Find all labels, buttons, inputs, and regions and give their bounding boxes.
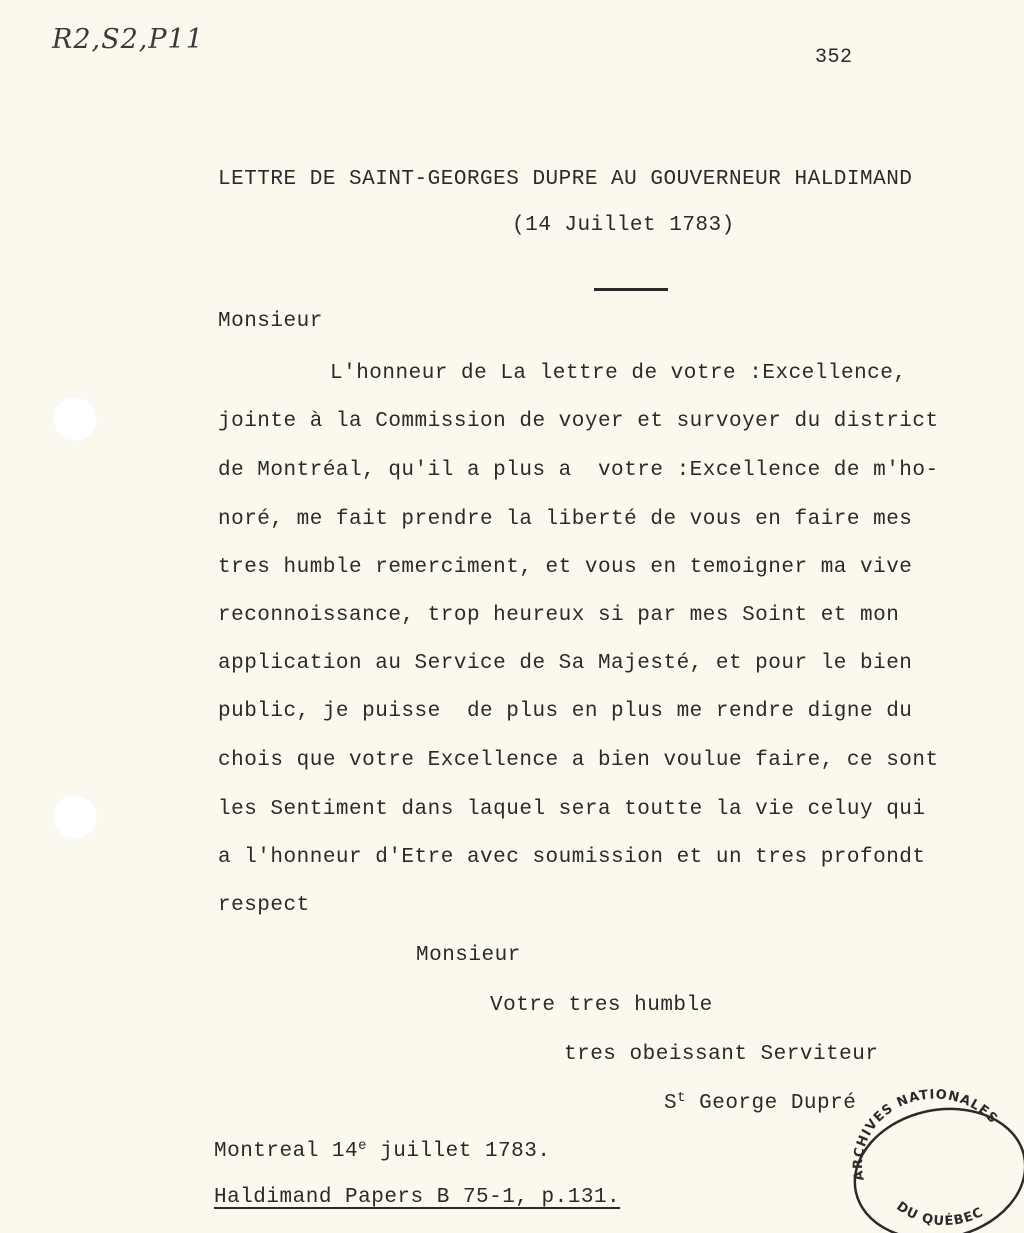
handwritten-annotation: R2,S2,P11 [52,24,204,55]
punch-hole [52,396,98,442]
body-line: respect [218,894,310,917]
body-line: a l'honneur d'Etre avec soumission et un tres profondt [218,846,926,869]
body-line: noré, me fait prendre la liberté de vous en faire mes [218,508,913,531]
stamp-bottom-text: DU QUÉBEC [893,1199,987,1230]
salutation: Monsieur [218,310,323,333]
place-date-prefix: Montreal 14 [214,1140,359,1163]
punch-hole [52,794,98,840]
body-line: chois que votre Excellence a bien voulue faire, ce sont [218,749,939,772]
signature [664,1092,856,1115]
closing-line: tres obeissant Serviteur [564,1043,879,1066]
source-reference: Haldimand Papers B 75-1, p.131. [214,1186,621,1209]
date-heading: (14 Juillet 1783) [512,214,735,237]
archives-stamp [836,1088,1024,1233]
body-line: L'honneur de La lettre de votre :Excellence, [330,362,907,385]
signature-name: George Dupré [686,1092,857,1115]
body-line: tres humble remerciment, et vous en temoigner ma vive [218,556,913,579]
place-date-suffix: juillet 1783. [367,1140,551,1163]
letter-title: LETTRE DE SAINT-GEORGES DUPRE AU GOUVERNEUR HALDIMAND [218,168,913,191]
place-date [214,1140,550,1163]
body-line: jointe à la Commission de voyer et survoyer du district [218,410,939,433]
stamp-top-text: ARCHIVES NATIONALES [851,1088,1001,1182]
closing-salutation: Monsieur [416,944,521,967]
closing-line: Votre tres humble [490,994,713,1017]
page-number: 352 [815,46,853,69]
body-line: reconnoissance, trop heureux si par mes Soint et mon [218,604,900,627]
divider [594,288,668,291]
signature-superscript: t [677,1090,687,1106]
body-line: les Sentiment dans laquel sera toutte la vie celuy qui [218,798,926,821]
body-line: application au Service de Sa Majesté, et pour le bien [218,652,913,675]
place-date-superscript: e [358,1138,368,1154]
body-line: public, je puisse de plus en plus me rendre digne du [218,700,913,723]
signature-prefix: S [664,1092,678,1115]
body-line: de Montréal, qu'il a plus a votre :Excellence de m'ho- [218,459,939,482]
